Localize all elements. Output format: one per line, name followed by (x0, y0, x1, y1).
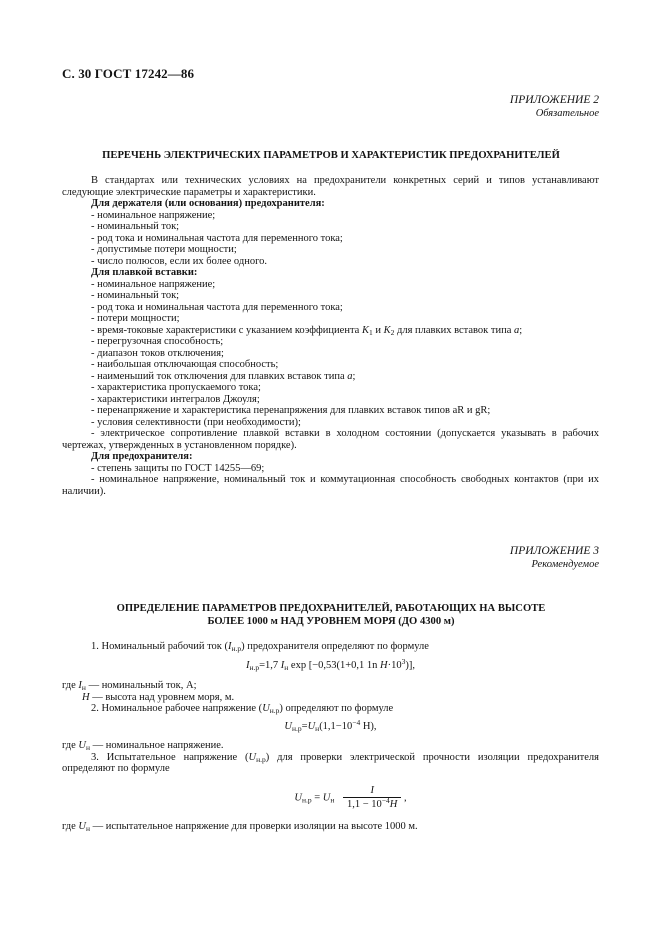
symbol: U (284, 720, 293, 732)
link-heading: Для плавкой вставки: (91, 267, 198, 278)
text: — номинальное напряжение. (90, 740, 224, 751)
symbol: U (307, 720, 316, 732)
text: ) для проверки электрической прочности изоляции предохранителя определяют по формуле (62, 751, 599, 774)
annex3-label: ПРИЛОЖЕНИЕ 3 (509, 545, 599, 557)
annex2-intro: В стандартах или технических условиях на предохранители конкретных серий и типов устанавливают следующие электрические параметры и характеристики. (62, 175, 599, 198)
text: где (62, 680, 79, 691)
list-item: - номинальный ток; (91, 290, 180, 301)
where-3 (62, 740, 599, 752)
subscript: н.р (301, 794, 312, 804)
symbol: U (322, 791, 331, 803)
list-item: - потери мощности; (91, 313, 180, 324)
text: 3. Испытательное напряжение ( (91, 751, 249, 763)
symbol: U (78, 820, 87, 832)
text: ; (352, 370, 356, 382)
list-item: - характеристики интегралов Джоуля; (91, 393, 260, 405)
k2-subscript: 2 (390, 327, 395, 337)
annex2-label: ПРИЛОЖЕНИЕ 2 (509, 94, 599, 106)
para-1 (62, 641, 599, 653)
text: , (401, 791, 407, 803)
subscript: н.р (292, 723, 302, 733)
text: ) предохранителя определяют по формуле (241, 641, 429, 652)
symbol: I (78, 680, 82, 691)
text: — испытательное напряжение для проверки изоляции на высоте 1000 м. (90, 820, 418, 832)
numerator: I (343, 785, 401, 799)
annex3-title-line1: ОПРЕДЕЛЕНИЕ ПАРАМЕТРОВ ПРЕДОХРАНИТЕЛЕЙ, РАБОТАЮЩИХ НА ВЫСОТЕ (116, 603, 546, 614)
formula-1 (62, 656, 599, 672)
formula-2 (62, 717, 599, 733)
subscript: н.р (231, 644, 242, 653)
list-item: - номинальное напряжение; (91, 209, 216, 221)
k1-symbol: K (361, 324, 369, 336)
text: - наименьший ток отключения для плавких вставок типа (91, 370, 348, 382)
text: где (62, 820, 79, 832)
text: 1,1 − 10 (347, 799, 382, 810)
annex3-title-line2: БОЛЕЕ 1000 м НАД УРОВНЕМ МОРЯ (ДО 4300 м) (207, 615, 455, 627)
list-item: - номинальное напряжение; (91, 278, 216, 290)
where-1 (62, 680, 599, 692)
list-item: - диапазон токов отключения; (91, 347, 224, 359)
symbol: I (245, 659, 250, 671)
text: - время-токовые характеристики с указанием коэффициента (91, 324, 362, 336)
annex3-title (62, 603, 600, 628)
page-header: С. 30 ГОСТ 17242—86 (62, 66, 195, 81)
text: = (301, 720, 308, 732)
list-item: - перенапряжение и характеристика перенапряжения для плавких вставок типов aR и gR; (91, 405, 491, 416)
type-symbol: a (347, 370, 353, 382)
list-item: - число полюсов, если их более одного. (91, 255, 268, 267)
symbol: H (380, 659, 388, 671)
text: 1. Номинальный рабочий ток ( (91, 641, 229, 652)
superscript: −4 (381, 796, 390, 805)
subscript: н (330, 794, 335, 804)
text: и (372, 324, 384, 336)
annex2-label-block (510, 94, 599, 120)
superscript: −4 (352, 717, 361, 727)
list-item-time-current (62, 325, 599, 337)
text: H), (360, 720, 377, 732)
text: — высота над уровнем моря, м. (89, 691, 235, 703)
fuse-heading: Для предохранителя: (91, 451, 193, 462)
text: ·10 (387, 659, 402, 671)
text: =1,7 (259, 659, 281, 671)
symbol: H (389, 799, 398, 810)
where-4 (62, 821, 599, 833)
list-item: - род тока и номинальная частота для переменного тока; (91, 232, 343, 244)
annex2-title: ПЕРЕЧЕНЬ ЭЛЕКТРИЧЕСКИХ ПАРАМЕТРОВ И ХАРАКТЕРИСТИК ПРЕДОХРАНИТЕЛЕЙ (102, 150, 560, 161)
para-2 (62, 703, 599, 715)
annex3-body (62, 641, 599, 832)
symbol: U (262, 703, 270, 714)
subscript: н (86, 823, 91, 833)
subscript: н (81, 683, 86, 692)
subscript: н (315, 723, 320, 733)
list-item: - род тока и номинальная частота для переменного тока; (91, 301, 343, 313)
list-item-resistance: - электрическое сопротивление плавкой вставки в холодном состоянии (допускается указывать в рабочих чертежах, утвержденных в установленном порядке). (62, 428, 599, 451)
annex2-kind: Обязательное (535, 108, 599, 119)
text: (1,1−10 (319, 720, 353, 732)
list-item: - допустимые потери мощности; (91, 244, 237, 255)
symbol: H (82, 691, 90, 703)
k1-subscript: 1 (368, 327, 373, 337)
subscript: н (284, 662, 289, 672)
annex3-label-block (510, 545, 599, 571)
annex2-body (62, 175, 599, 497)
para-3 (62, 752, 599, 775)
where-2 (62, 692, 599, 704)
symbol: U (294, 791, 302, 803)
subscript: н.р (249, 662, 260, 672)
list-item: - условия селективности (при необходимости); (91, 416, 301, 428)
formula-3 (62, 785, 599, 811)
symbol: I (280, 659, 285, 671)
text: ; (519, 324, 523, 336)
text: 2. Номинальное рабочее напряжение ( (91, 703, 263, 714)
list-item: - степень защиты по ГОСТ 14255—69; (91, 462, 265, 474)
superscript: 3 (401, 656, 406, 666)
list-item-min-break (62, 371, 599, 383)
text: )], (405, 659, 416, 671)
subscript: н.р (256, 754, 266, 764)
list-item: - наибольшая отключающая способность; (91, 359, 279, 370)
fraction (343, 785, 401, 811)
type-symbol: a (514, 324, 520, 336)
symbol: U (248, 751, 257, 763)
text: exp [−0,53(1+0,1 1n (288, 659, 381, 671)
symbol: U (78, 740, 87, 751)
text: где (62, 740, 79, 751)
text: = (311, 791, 323, 803)
list-item: - перегрузочная способность; (91, 336, 224, 347)
subscript: н.р (269, 706, 280, 715)
denominator (343, 798, 401, 811)
list-item: - характеристика пропускаемого тока; (91, 382, 261, 393)
symbol: I (228, 641, 232, 652)
subscript: н (86, 743, 91, 752)
text: — номинальный ток, А; (85, 680, 197, 691)
k2-symbol: K (383, 324, 391, 336)
list-item-contacts: - номинальное напряжение, номинальный ток и коммутационная способность свободных контактов (при их наличии). (62, 474, 599, 497)
text: ) определяют по формуле (279, 703, 394, 714)
text: для плавких вставок типа (394, 324, 515, 336)
list-item: - номинальный ток; (91, 221, 180, 232)
annex3-kind: Рекомендуемое (531, 559, 599, 570)
holder-heading: Для держателя (или основания) предохранителя: (91, 198, 325, 209)
